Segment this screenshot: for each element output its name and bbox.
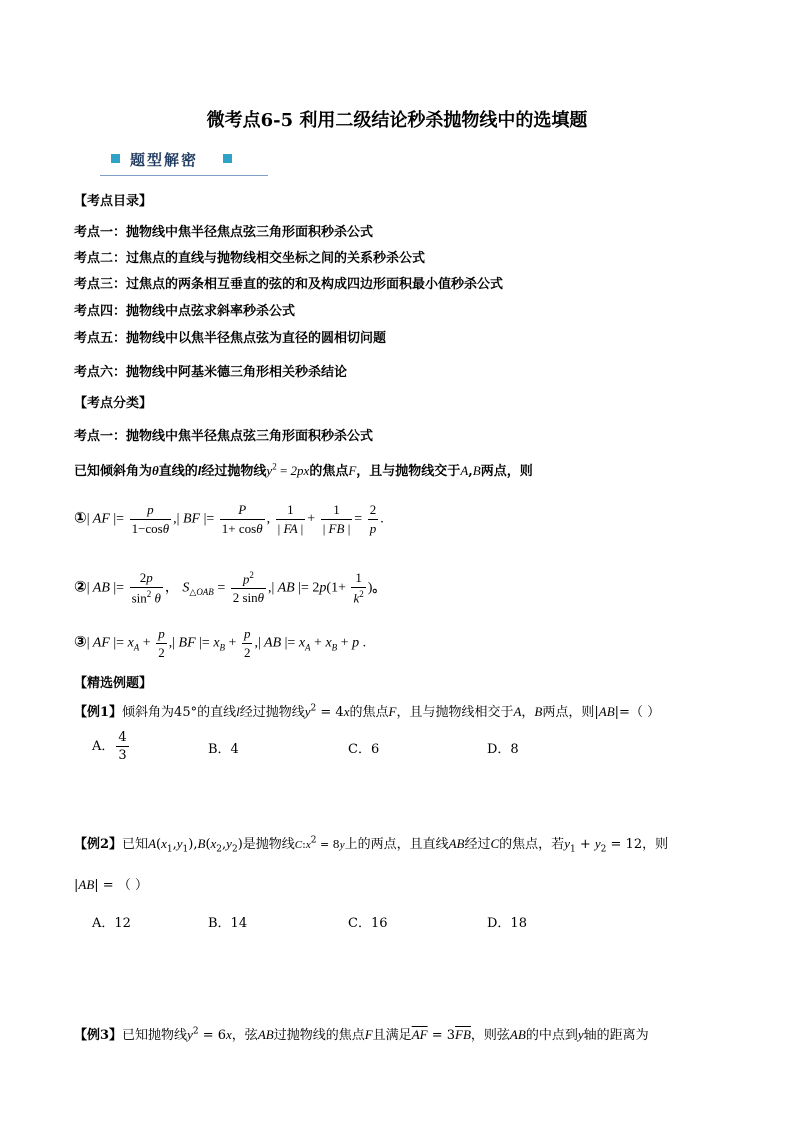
option-c[interactable]: C．16 [348, 916, 388, 931]
option-c[interactable]: C．6 [348, 742, 380, 757]
example-3: 【例3】已知抛物线$y^2 = 6x$，弦AB过抛物线的焦点F且满足$\overline{AF} = 3\overline{FB}$，则弦AB的中点到y轴的距离为 [74, 1026, 649, 1043]
example-2: 【例2】已知$A(x_1,y_1),B(x_2,y_2)$是抛物线$C:x^2 = 8y$上的两点，且直线AB经过C的焦点，若$y_1 + y_2 = 12$，则 [74, 835, 669, 855]
point-item: 考点二：过焦点的直线与抛物线相交坐标之间的关系秒杀公式 [74, 251, 426, 266]
page-title: 微考点6-5 利用二级结论秒杀抛物线中的选填题 [206, 110, 588, 131]
point-item: 考点六：抛物线中阿基米德三角形相关秒杀结论 [74, 365, 348, 380]
point-heading: 考点一：抛物线中焦半径焦点弦三角形面积秒杀公式 [74, 429, 374, 444]
section-banner [100, 147, 268, 176]
banner-label: 题型解密 [130, 151, 199, 169]
formula-3: ③| AF |= $x_A$ + $\frac{p}{2}$ ,| BF |= $x_B$ + $\frac{p}{2}$ ,| AB |= $x_A + x_B + p$ . [74, 626, 367, 660]
point-item: 考点五：抛物线中以焦半径焦点弦为直径的圆相切问题 [74, 331, 387, 346]
example-1: 【例1】倾斜角为45°的直线l经过抛物线$y^2 = 4x$的焦点F，且与抛物线相交于A，B两点，则|AB|=（ ） [74, 703, 661, 720]
intro-line: 已知倾斜角为θ直线的l经过抛物线$y^2 = 2px$的焦点F，且与抛物线交于A,B两点，则 [74, 461, 533, 479]
option-b[interactable]: B．14 [208, 916, 248, 931]
point-item: 考点一：抛物线中焦半径焦点弦三角形面积秒杀公式 [74, 225, 374, 240]
option-a[interactable]: A．12 [92, 916, 131, 931]
section-examples: 【精选例题】 [74, 676, 153, 691]
option-b[interactable]: B．4 [208, 742, 239, 757]
square-bullet-icon [223, 154, 232, 163]
option-d[interactable]: D．8 [487, 742, 519, 757]
section-classification: 【考点分类】 [74, 396, 153, 411]
formula-1: ①| AF |= $\frac{p}{1-\cos\theta}$ ,| BF |= $\frac{P}{1+ \cos\theta}$ , $\frac{1}{| FA |}$ + $\frac{1}{| FB |}$ = $\frac{2}{p}$ . [74, 502, 384, 536]
example-2-cont: |AB| = （ ） [74, 877, 148, 893]
section-directory: 【考点目录】 [74, 194, 153, 209]
option-a[interactable]: A． $\frac{4}{3}$ [92, 730, 127, 763]
square-bullet-icon [111, 154, 120, 163]
point-item: 考点四：抛物线中点弦求斜率秒杀公式 [74, 304, 296, 319]
point-item: 考点三：过焦点的两条相互垂直的弦的和及构成四边形面积最小值秒杀公式 [74, 277, 504, 292]
option-d[interactable]: D．18 [487, 916, 527, 931]
formula-2: ②| AB |= $\frac{2p}{\sin^2 \theta}$ ， $S_{\triangle OAB}$ = $\frac{p^2}{2 \sin\theta}$ ,| AB |= 2p(1+ $\frac{1}{k^2}$ )。 [74, 570, 386, 606]
